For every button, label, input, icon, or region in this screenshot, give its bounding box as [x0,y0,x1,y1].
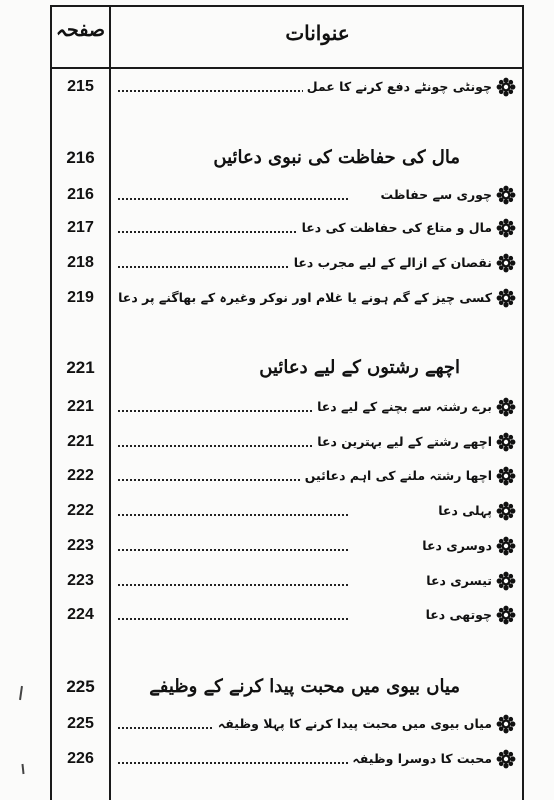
page-number: 223 [67,572,94,589]
toc-entry[interactable] [52,182,522,208]
scan-mark [21,764,24,774]
page-number: 225 [67,715,94,732]
section-title: اچھے رشتوں کے لیے دعائیں [255,355,460,381]
page-number: 223 [67,537,94,554]
flower-bullet-icon [496,185,516,205]
entry-title: محبت کا دوسرا وظیفہ [348,746,492,772]
entry-title: چوتھی دعا [422,602,492,628]
page-number: 219 [67,289,94,306]
entry-title: پہلی دعا [434,498,492,524]
toc-entry[interactable] [52,250,522,276]
page-number: 225 [66,677,95,696]
entry-title: اچھے رشتے کے لیے بہترین دعا [313,429,492,455]
dot-leader [118,584,348,586]
toc-header [52,7,522,69]
flower-bullet-icon [496,749,516,769]
toc-entry[interactable] [52,498,522,524]
flower-bullet-icon [496,605,516,625]
toc-entry[interactable] [52,711,522,737]
table-of-contents-frame [50,5,524,800]
topics-column-header: عنوانات [285,21,350,45]
page-number: 218 [67,254,94,271]
toc-entry[interactable] [52,602,522,628]
scan-mark [19,686,23,700]
page-number: 221 [67,433,94,450]
dot-leader [118,618,348,620]
flower-bullet-icon [496,536,516,556]
entry-title: برے رشتہ سے بچنے کے لیے دعا [313,394,492,420]
toc-entry[interactable] [52,463,522,489]
entry-title: اچھا رشتہ ملنے کی اہم دعائیں [301,463,492,489]
flower-bullet-icon [496,397,516,417]
toc-entry[interactable] [52,568,522,594]
entry-title: میاں بیوی میں محبت پیدا کرنے کا پہلا وظیفہ [214,711,492,737]
page-number: 224 [67,606,94,623]
dot-leader [118,198,348,200]
flower-bullet-icon [496,714,516,734]
flower-bullet-icon [496,218,516,238]
toc-entry[interactable] [52,746,522,772]
page-number: 221 [67,398,94,415]
page-number: 216 [67,186,94,203]
toc-entry[interactable] [52,533,522,559]
flower-bullet-icon [496,432,516,452]
page-number: 226 [67,750,94,767]
dot-leader [118,762,348,764]
toc-entry[interactable] [52,285,522,311]
flower-bullet-icon [496,288,516,308]
toc-section-heading[interactable] [52,355,522,381]
page-number: 222 [67,467,94,484]
toc-section-heading[interactable] [52,674,522,700]
flower-bullet-icon [496,77,516,97]
dot-leader [118,514,348,516]
page-number: 216 [66,148,95,167]
entry-title: تیسری دعا [422,568,492,594]
page-number: 217 [67,219,94,236]
flower-bullet-icon [496,501,516,521]
flower-bullet-icon [496,571,516,591]
section-title: میاں بیوی میں محبت پیدا کرنے کے وظیفے [145,674,460,700]
dot-leader [118,549,348,551]
page-number: 221 [66,358,95,377]
entry-title: چوری سے حفاظت [376,182,492,208]
entry-title: نقصان کے ازالے کے لیے مجرب دعا [290,250,492,276]
entry-title: چونٹی چونٹے دفع کرنے کا عمل [303,74,492,100]
entry-title: دوسری دعا [418,533,492,559]
entry-title: کسی چیز کے گم ہونے یا غلام اور نوکر وغیرہ کے بھاگنے پر دعا [114,285,492,311]
page-column-header: صفحہ [55,19,106,41]
toc-section-heading[interactable] [52,145,522,171]
toc-entry[interactable] [52,215,522,241]
section-title: مال کی حفاظت کی نبوی دعائیں [209,145,460,171]
page-number: 215 [67,78,94,95]
toc-entry[interactable] [52,429,522,455]
page-number: 222 [67,502,94,519]
entry-title: مال و متاع کی حفاظت کی دعا [298,215,492,241]
flower-bullet-icon [496,253,516,273]
toc-entry[interactable] [52,394,522,420]
flower-bullet-icon [496,466,516,486]
toc-entry[interactable] [52,74,522,100]
